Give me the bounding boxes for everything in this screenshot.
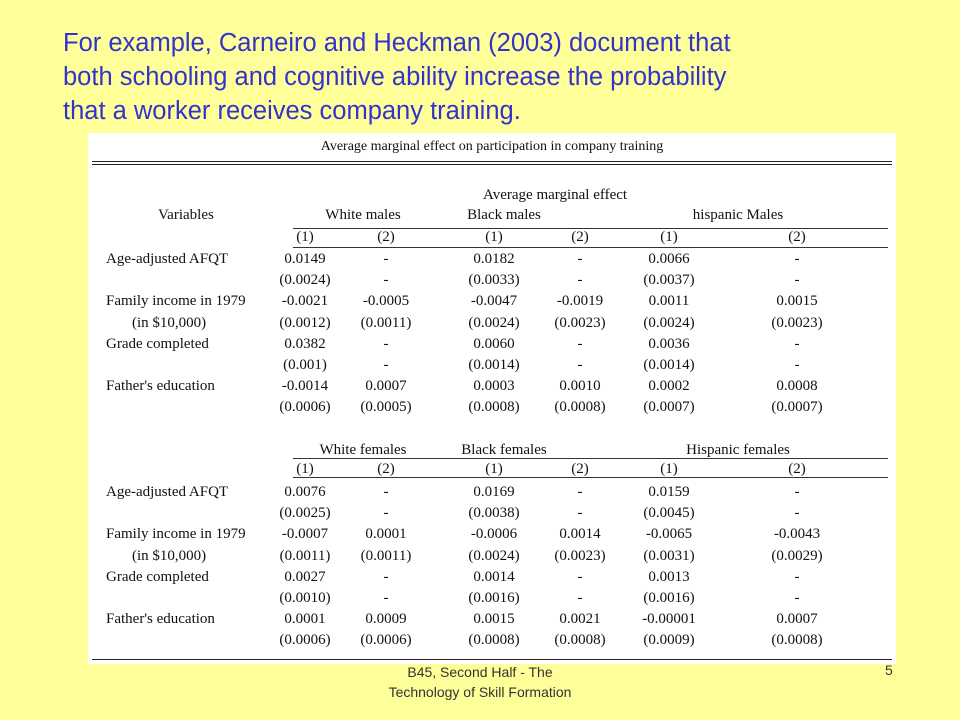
table-cell: 0.0066 (648, 251, 690, 267)
table-cell: - (794, 251, 800, 267)
group-header: White males (325, 207, 401, 223)
column-header: (2) (571, 229, 589, 245)
table-caption: Average marginal effect on participation in company training (320, 139, 664, 154)
table-cell: (0.0023) (771, 314, 823, 331)
table-cell: -0.0021 (281, 293, 329, 310)
table-cell: -0.0019 (556, 293, 604, 310)
row-label: Family income in 1979 (106, 293, 246, 310)
column-header: (2) (377, 461, 395, 477)
results-table-image (88, 133, 896, 664)
table-cell: 0.0007 (776, 611, 818, 628)
table-cell: 0.0169 (473, 484, 515, 500)
table-cell: (0.0025) (279, 505, 331, 522)
table-cell: -0.0065 (645, 526, 693, 543)
row-label: Family income in 1979 (106, 526, 246, 543)
column-header: (2) (788, 461, 806, 477)
group-header: Hispanic females (686, 442, 790, 458)
row-label: Grade completed (106, 568, 209, 585)
column-header: (1) (660, 229, 678, 245)
table-cell: (0.0006) (360, 632, 412, 649)
table-cell: - (794, 335, 800, 352)
table-cell: (0.0016) (468, 590, 520, 606)
table-cell: - (794, 590, 800, 606)
table-cell: - (577, 590, 583, 606)
table-cell: (0.0023) (554, 314, 606, 331)
table-cell: - (577, 272, 583, 289)
table-cell: (0.0014) (468, 357, 520, 373)
table-cell: 0.0007 (365, 378, 407, 395)
table-cell: (0.0024) (468, 314, 520, 331)
table-cell: - (383, 590, 389, 606)
table-cell: 0.0382 (284, 335, 326, 352)
table-cell: (0.0008) (771, 632, 823, 649)
table-cell: - (383, 568, 389, 585)
table-cell: (0.0011) (279, 547, 331, 564)
bottom-rule (92, 659, 892, 660)
table-cell: (0.0023) (554, 547, 606, 564)
column-header: (1) (485, 461, 503, 477)
column-header: (2) (377, 229, 395, 245)
table-cell: -0.0005 (362, 293, 410, 310)
caption-rule-double (92, 164, 892, 165)
table-cell: (0.0037) (643, 272, 695, 289)
table-cell: - (577, 505, 583, 522)
table-cell: - (383, 505, 389, 522)
column-header: (1) (660, 461, 678, 477)
table-cell: (0.0007) (771, 399, 823, 416)
slide-heading (63, 26, 933, 128)
table-cell: - (794, 568, 800, 585)
row-label: Age-adjusted AFQT (106, 484, 229, 500)
table-cell: 0.0060 (473, 335, 515, 352)
col-rule-1 (293, 247, 888, 248)
table-cell: (0.0008) (468, 632, 520, 649)
table-cell: - (383, 272, 389, 289)
row-label: (in $10,000) (132, 314, 207, 331)
table-cell: - (383, 335, 389, 352)
table-cell: 0.0014 (473, 568, 515, 585)
table-cell: (0.0012) (279, 314, 331, 331)
group-header: Black males (467, 207, 541, 223)
table-cell: 0.0002 (648, 378, 690, 395)
table-cell: -0.0047 (470, 293, 518, 310)
table-cell: 0.0159 (648, 484, 690, 500)
table-cell: (0.0033) (468, 272, 520, 289)
table-cell: 0.0013 (648, 568, 690, 585)
table-cell: -0.0014 (281, 378, 329, 395)
table-cell: 0.0001 (284, 611, 326, 628)
table-cell: - (794, 484, 800, 500)
effect-header: Average marginal effect (483, 187, 628, 203)
table-cell: (0.0024) (468, 547, 520, 564)
table-cell: - (794, 505, 800, 522)
table-cell: 0.0003 (473, 378, 515, 395)
table-cell: (0.0010) (279, 590, 331, 606)
table-cell: (0.0045) (643, 505, 695, 522)
table-cell: (0.0014) (643, 357, 695, 373)
row-label: Age-adjusted AFQT (106, 251, 229, 267)
table-cell: - (577, 357, 583, 373)
slide-footer (330, 662, 630, 702)
table-cell: (0.0008) (554, 632, 606, 649)
table-cell: 0.0014 (559, 526, 601, 543)
table-cell: 0.0008 (776, 378, 818, 395)
table-cell: - (383, 357, 389, 373)
table-cell: 0.0010 (559, 378, 601, 395)
table-cell: (0.0005) (360, 399, 412, 416)
heading-line-3: that a worker receives company training. (63, 97, 521, 125)
table-cell: - (577, 251, 583, 267)
column-header: (2) (571, 461, 589, 477)
table-cell: - (794, 272, 800, 289)
row-label: (in $10,000) (132, 547, 207, 564)
table-cell: 0.0027 (284, 568, 326, 585)
column-header: (1) (296, 229, 314, 245)
table-cell: 0.0036 (648, 335, 690, 352)
table-cell: 0.0149 (284, 251, 326, 267)
table-cell: (0.0038) (468, 505, 520, 522)
variables-header: Variables (158, 207, 214, 223)
table-cell: (0.0011) (360, 314, 412, 331)
table-cell: (0.0007) (643, 399, 695, 416)
table-cell: (0.0008) (554, 399, 606, 416)
column-header: (2) (788, 229, 806, 245)
table-cell: - (383, 484, 389, 500)
group-header: hispanic Males (692, 207, 784, 223)
table-cell: (0.0016) (643, 590, 695, 606)
column-header: (1) (485, 229, 503, 245)
caption-rule (92, 161, 892, 162)
table-cell: - (383, 251, 389, 267)
table-cell: -0.0007 (281, 526, 329, 543)
table-cell: 0.0011 (648, 293, 690, 310)
table-cell: - (577, 484, 583, 500)
table-cell: (0.0009) (643, 632, 695, 649)
table-cell: - (577, 568, 583, 585)
table-cell: - (577, 335, 583, 352)
table-cell: -0.0006 (470, 526, 518, 543)
row-label: Grade completed (106, 335, 209, 352)
table-cell: (0.0006) (279, 632, 331, 649)
page-number: 5 (885, 662, 893, 678)
row-label: Father's education (106, 378, 215, 395)
group-header: Black females (461, 442, 547, 458)
table-cell: 0.0015 (776, 293, 818, 310)
table-cell: (0.0024) (279, 272, 331, 289)
table-cell: -0.0043 (773, 526, 821, 543)
table-cell: 0.0001 (365, 526, 407, 543)
group-header: White females (319, 442, 407, 458)
table-cell: (0.0024) (643, 314, 695, 331)
table-cell: (0.0006) (279, 399, 331, 416)
table-cell: (0.001) (283, 357, 327, 373)
footer-line-2: Technology of Skill Formation (388, 684, 572, 700)
table-cell: (0.0008) (468, 399, 520, 416)
table-cell: 0.0021 (559, 611, 601, 628)
table-cell: (0.0029) (771, 547, 823, 564)
table-cell: 0.0009 (365, 611, 407, 628)
table-cell: - (794, 357, 800, 373)
table-cell: (0.0011) (360, 547, 412, 564)
column-header: (1) (296, 461, 314, 477)
table-cell: 0.0076 (284, 484, 326, 500)
row-label: Father's education (106, 611, 215, 628)
table-cell: 0.0015 (473, 611, 515, 628)
heading-line-2: both schooling and cognitive ability increase the probability (63, 63, 727, 91)
heading-line-1: For example, Carneiro and Heckman (2003) document that (63, 29, 731, 57)
footer-line-1: B45, Second Half - The (407, 664, 553, 680)
table-cell: (0.0031) (643, 547, 695, 564)
table-cell: 0.0182 (473, 251, 515, 267)
table-cell: -0.00001 (642, 611, 696, 628)
